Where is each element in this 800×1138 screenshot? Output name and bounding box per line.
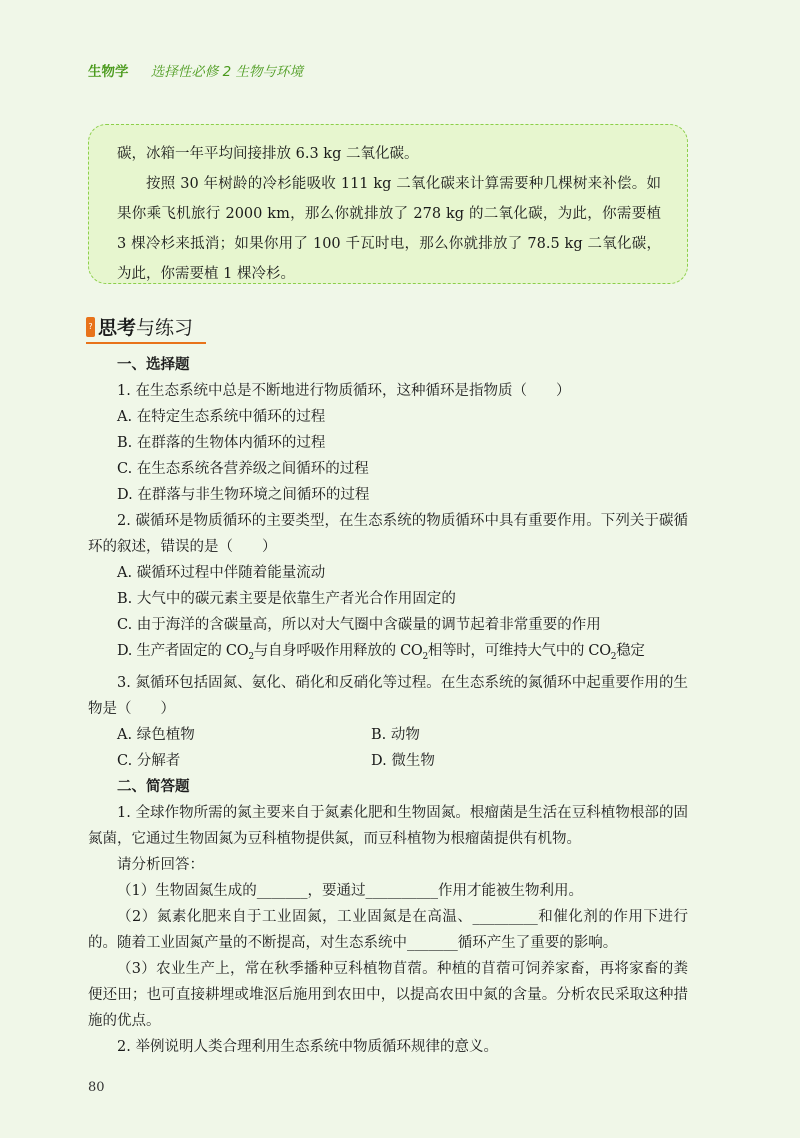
q2-option-a: A. 碳循环过程中伴随着能量流动 [117, 565, 326, 581]
question-mark-icon: ? [86, 317, 95, 337]
info-box-paragraph: 按照 30 年树龄的冷杉能吸收 111 kg 二氧化碳来计算需要种几棵树来补偿。如果你乘飞机旅行 2000 km，那么你就排放了 278 kg 的二氧化碳，为此，你需要植 3 棵冷杉来抵消；如果你用了 100 千瓦时电，那么你就排放了 78.5 kg 二氧化碳，为此，你需要植 1 棵冷杉。 [117, 176, 661, 282]
q1-option-d: D. 在群落与非生物环境之间循环的过程 [117, 487, 370, 503]
short-answer-prompt: 请分析回答： [117, 856, 204, 873]
section-underline [86, 342, 206, 344]
q1-option-c: C. 在生态系统各营养级之间循环的过程 [117, 461, 369, 477]
header-subject: 生物学 [88, 64, 129, 80]
short-answer-1-sub1: （1）生物固氮生成的_______，要通过__________作用才能被生物利用。 [117, 882, 583, 899]
q2-option-b: B. 大气中的碳元素主要是依靠生产者光合作用固定的 [117, 591, 456, 607]
q3-option-a: A. 绿色植物 [117, 726, 195, 743]
q3-option-b: B. 动物 [371, 726, 420, 743]
question-3: 3. 氮循环包括固氮、氨化、硝化和反硝化等过程。在生态系统的氮循环中起重要作用的生物是（ ） [88, 674, 688, 717]
q3-option-d: D. 微生物 [371, 752, 435, 769]
q3-options-row-2 [88, 748, 688, 774]
question-2: 2. 碳循环是物质循环的主要类型，在生态系统的物质循环中具有重要作用。下列关于碳循环的叙述，错误的是（ ） [88, 513, 688, 555]
info-box-line: 碳，冰箱一年平均间接排放 6.3 kg 二氧化碳。 [117, 146, 419, 162]
q2-option-d: D. 生产者固定的 $CO_2$与自身呼吸作用释放的 $CO_2$相等时，可维持大气中的 $CO_2$稳定 [117, 643, 645, 662]
q3-options-row-1 [88, 722, 688, 748]
q1-option-a: A. 在特定生态系统中循环的过程 [117, 409, 326, 425]
q2-option-c: C. 由于海洋的含碳量高，所以对大气圈中含碳量的调节起着非常重要的作用 [117, 617, 601, 633]
q3-option-c: C. 分解者 [117, 752, 181, 769]
page-number: 80 [88, 1080, 105, 1095]
short-answer-2: 2. 举例说明人类合理利用生态系统中物质循环规律的意义。 [117, 1038, 498, 1055]
running-header [88, 60, 303, 80]
question-1: 1. 在生态系统中总是不断地进行物质循环，这种循环是指物质（ ） [117, 383, 571, 399]
short-answer-1-sub3: （3）农业生产上，常在秋季播种豆科植物苜蓿。种植的苜蓿可饲养家畜，再将家畜的粪便还田；也可直接耕埋或堆沤后施用到农田中，以提高农田中氮的含量。分析农民采取这种措施的优点。 [88, 960, 688, 1029]
q1-option-b: B. 在群落的生物体内循环的过程 [117, 435, 326, 451]
exercise-content [88, 352, 688, 1060]
part1-heading: 一、选择题 [117, 357, 190, 373]
header-book-title: 选择性必修 2 生物与环境 [150, 64, 303, 80]
short-answer-1-sub2: （2）氮素化肥来自于工业固氮，工业固氮是在高温、_________和催化剂的作用下进行的。随着工业固氮产量的不断提高，对生态系统中_______循环产生了重要的影响。 [88, 908, 688, 951]
section-title [86, 313, 193, 340]
info-box [88, 124, 688, 284]
short-answer-1: 1. 全球作物所需的氮主要来自于氮素化肥和生物固氮。根瘤菌是生活在豆科植物根部的固氮菌，它通过生物固氮为豆科植物提供氮，而豆科植物为根瘤菌提供有机物。 [88, 804, 688, 847]
part2-heading: 二、简答题 [117, 778, 190, 795]
section-title-text: 思考与练习 [98, 317, 194, 339]
